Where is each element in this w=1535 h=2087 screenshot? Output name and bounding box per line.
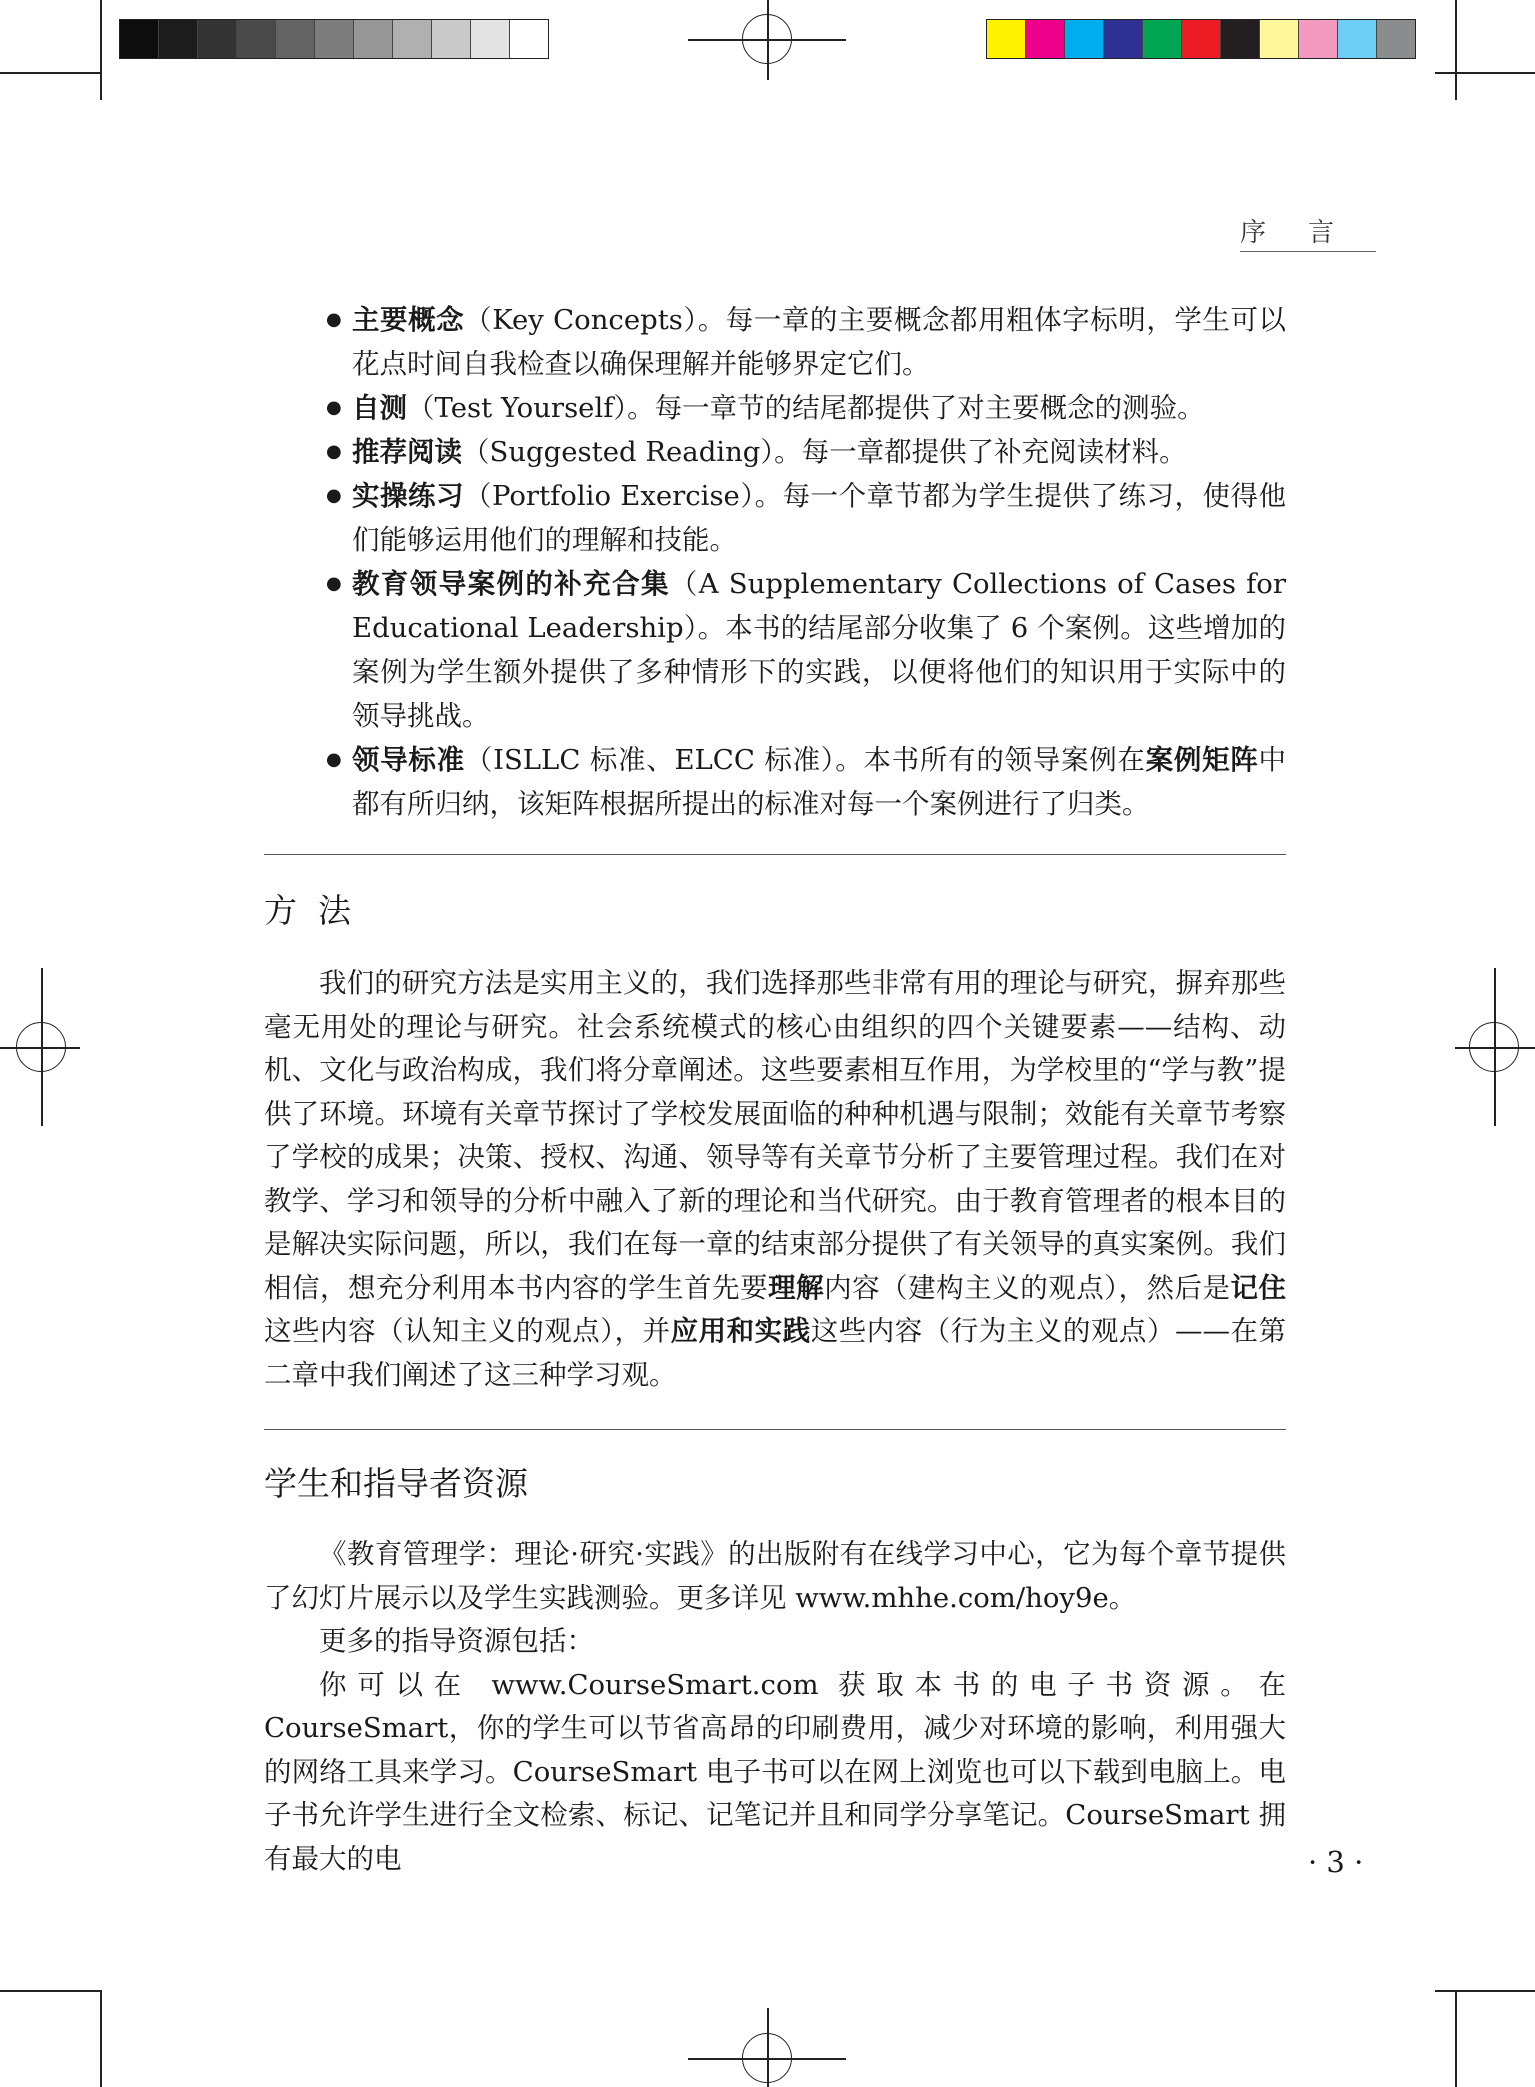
page-body — [264, 298, 1286, 1881]
feature-list — [264, 298, 1286, 826]
list-item: ● 自测（Test Yourself）。每一章节的结尾都提供了对主要概念的测验。 — [264, 386, 1286, 430]
list-item: ● 主要概念（Key Concepts）。每一章的主要概念都用粗体字标明，学生可以花点时间自我检查以确保理解并能够界定它们。 — [264, 298, 1286, 386]
calibration-swatch — [237, 20, 276, 58]
section-divider — [264, 1429, 1286, 1430]
calibration-swatch — [510, 20, 548, 58]
section-divider — [264, 854, 1286, 855]
calibration-swatch — [159, 20, 198, 58]
list-item: ● 推荐阅读（Suggested Reading）。每一章都提供了补充阅读材料。 — [264, 430, 1286, 474]
resources-paragraph: 《教育管理学：理论·研究·实践》的出版附有在线学习中心，它为每个章节提供了幻灯片展示以及学生实践测验。更多详见 www.mhhe.com/hoy9e。 — [264, 1538, 1286, 1614]
calibration-swatch — [1260, 20, 1299, 58]
calibration-swatch — [276, 20, 315, 58]
methods-paragraph: 我们的研究方法是实用主义的，我们选择那些非常有用的理论与研究，摒弃那些毫无用处的理论与研究。社会系统模式的核心由组织的四个关键要素——结构、动机、文化与政治构成，我们将分章阐述。这些要素相互作用，为学校里的“学与教”提供了环境。环境有关章节探讨了学校发展面临的种种机遇与限制；效能有关章节考察了学校的成果；决策、授权、沟通、领导等有关章节分析了主要管理过程。我们在对教学、学习和领导的分析中融入了新的理论和当代研究。由于教育管理者的根本目的是解决实际问题，所以，我们在每一章的结束部分提供了有关领导的真实案例。我们相信，想充分利用本书内容的学生首先要理解内容（建构主义的观点），然后是记住这些内容（认知主义的观点），并应用和实践这些内容（行为主义的观点）——在第二章中我们阐述了这三种学习观。 — [264, 967, 1287, 1391]
list-item: ● 教育领导案例的补充合集（A Supplementary Collections of Cases for Educational Leadership）。本书的结尾部分收集了 6 个案例。这些增加的案例为学生额外提供了多种情形下的实践，以便将他们的知识用于实际中的领导挑战。 — [264, 562, 1286, 738]
page-number: · 3 · — [1308, 1845, 1364, 1879]
calibration-swatch — [1338, 20, 1377, 58]
section-title-resources: 学生和指导者资源 — [264, 1464, 528, 1503]
calibration-swatch — [198, 20, 237, 58]
calibration-swatch — [1065, 20, 1104, 58]
section-title-methods: 方 法 — [264, 891, 351, 930]
calibration-swatch — [354, 20, 393, 58]
color-calibration-bar — [986, 19, 1416, 59]
list-item: ● 实操练习（Portfolio Exercise）。每一个章节都为学生提供了练习，使得他们能够运用他们的理解和技能。 — [264, 474, 1286, 562]
grayscale-calibration-bar — [119, 19, 549, 59]
calibration-swatch — [1182, 20, 1221, 58]
calibration-swatch — [471, 20, 510, 58]
calibration-swatch — [987, 20, 1026, 58]
calibration-swatch — [1026, 20, 1065, 58]
calibration-swatch — [1104, 20, 1143, 58]
calibration-swatch — [315, 20, 354, 58]
calibration-swatch — [120, 20, 159, 58]
calibration-swatch — [1143, 20, 1182, 58]
resources-paragraph: 更多的指导资源包括： — [319, 1625, 594, 1657]
calibration-swatch — [393, 20, 432, 58]
calibration-swatch — [1377, 20, 1415, 58]
list-item: ● 领导标准（ISLLC 标准、ELCC 标准）。本书所有的领导案例在案例矩阵中都有所归纳，该矩阵根据所提出的标准对每一个案例进行了归类。 — [264, 738, 1286, 826]
calibration-swatch — [1299, 20, 1338, 58]
resources-paragraph: 你可以在 www.CourseSmart.com 获取本书的电子书资源。在 CourseSmart，你的学生可以节省高昂的印刷费用，减少对环境的影响，利用强大的网络工具来学习。CourseSmart 电子书可以在网上浏览也可以下载到电脑上。电子书允许学生进行全文检索、标记、记笔记并且和同学分享笔记。CourseSmart 拥有最大的电 — [264, 1668, 1286, 1875]
running-head: 序言 — [1240, 212, 1376, 252]
calibration-swatch — [432, 20, 471, 58]
calibration-swatch — [1221, 20, 1260, 58]
